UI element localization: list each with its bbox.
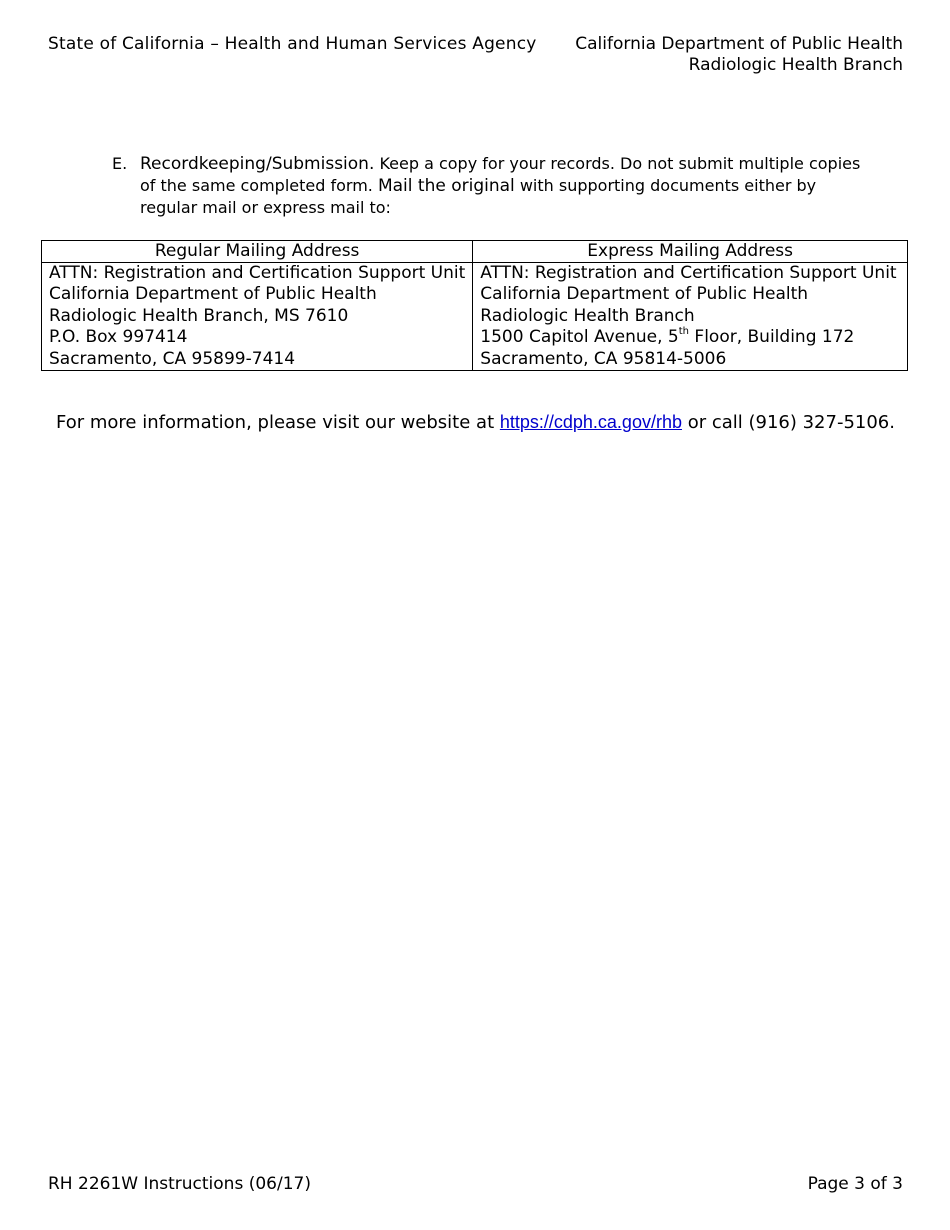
section-e-letter: E. — [112, 154, 128, 173]
section-e-heading: Recordkeeping/Submission. — [140, 154, 375, 174]
regular-address-line: California Department of Public Health — [49, 284, 377, 305]
more-info-prefix: For more information, please visit our website at — [56, 412, 500, 433]
footer-form-id: RH 2261W Instructions (06/17) — [48, 1174, 311, 1194]
express-address-line: ATTN: Registration and Certification Support Unit — [480, 263, 897, 283]
express-address-street — [480, 327, 900, 348]
header-branch: Radiologic Health Branch — [688, 55, 903, 75]
regular-address-header: Regular Mailing Address — [42, 241, 473, 263]
section-e — [112, 153, 872, 219]
express-address-cell — [473, 263, 908, 371]
section-e-text-2: with supporting documents either by regular mail or express mail to: — [140, 176, 817, 217]
section-e-mail-original: Mail the original — [377, 176, 515, 196]
regular-address-cell — [42, 263, 473, 371]
express-address-line: California Department of Public Health — [480, 284, 809, 305]
express-street-floor: Floor, Building 172 — [689, 327, 855, 348]
section-e-body — [140, 153, 872, 219]
more-info-line — [56, 412, 895, 433]
express-address-header: Express Mailing Address — [473, 241, 908, 263]
more-info-suffix: or call (916) 327-5106. — [681, 412, 895, 433]
express-street-number: 1500 Capitol Avenue, 5 — [480, 327, 679, 348]
address-table-row — [42, 263, 908, 371]
regular-address-line: P.O. Box 997414 — [49, 327, 188, 348]
express-address-city: Sacramento, CA 95814-5006 — [480, 348, 727, 369]
section-e-text-1: Keep a copy for your records. Do not submit multiple copies of the same completed form. — [140, 154, 861, 195]
regular-address-line: Radiologic Health Branch, MS 7610 — [49, 305, 349, 326]
express-address-line: Radiologic Health Branch — [480, 305, 695, 326]
mailing-address-table — [41, 240, 908, 371]
regular-address-line: ATTN: Registration and Certification Support Unit — [49, 263, 466, 283]
regular-address-line: Sacramento, CA 95899-7414 — [49, 348, 296, 369]
footer-page-number: Page 3 of 3 — [807, 1174, 903, 1194]
header-department-block — [575, 34, 903, 76]
express-street-ordinal: th — [678, 326, 690, 338]
address-table-header-row — [42, 241, 908, 263]
header-agency: State of California – Health and Human Services Agency — [48, 34, 537, 54]
website-link[interactable]: https://cdph.ca.gov/rhb — [499, 412, 682, 432]
header-department: California Department of Public Health — [575, 34, 903, 54]
